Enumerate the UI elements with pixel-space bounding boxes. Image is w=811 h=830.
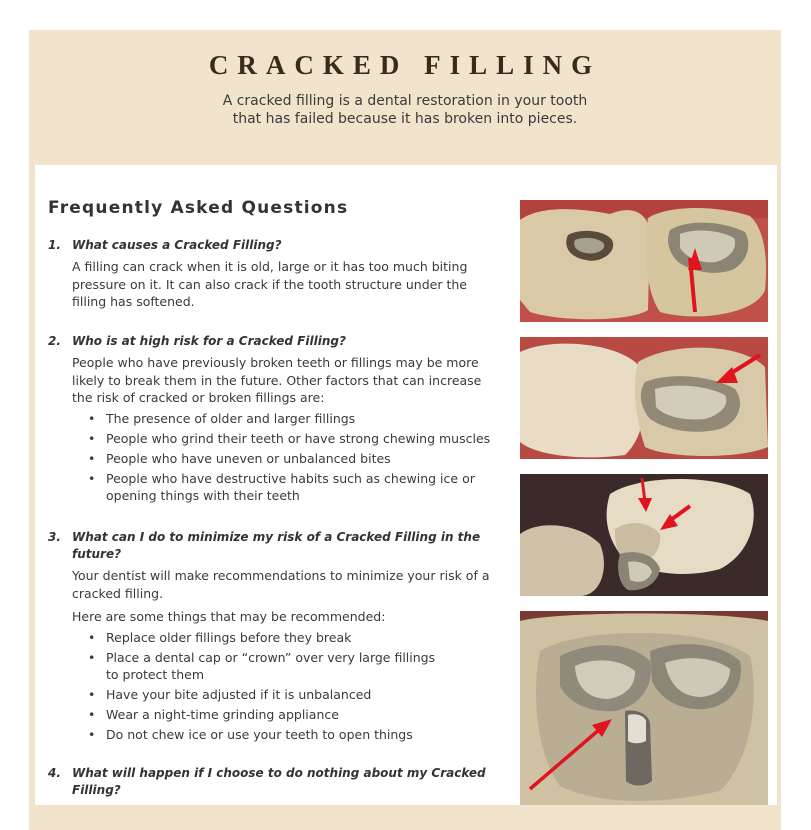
bullet-icon: • [88, 470, 96, 486]
question-4 [48, 765, 503, 799]
content-panel [35, 165, 777, 805]
risk-factor-list [88, 410, 503, 505]
list-item-text: Have your bite adjusted if it is unbalanced [106, 687, 372, 702]
list-item-text: Place a dental cap or “crown” over very large fillings to protect them [106, 649, 436, 682]
page-title: CRACKED FILLING [208, 50, 602, 80]
question-text: What causes a Cracked Filling? [72, 238, 282, 252]
answer-3-intro: Here are some things that may be recommended: [72, 609, 386, 624]
answer-2: People who have previously broken teeth or fillings may be more likely to break them in the future. Other factors that can increase the risk of cracked or broken fillings are: [72, 355, 482, 405]
header-banner [29, 30, 781, 165]
list-item-text: Replace older fillings before they break [106, 629, 352, 645]
list-item [88, 706, 503, 724]
cracked-filling-photo-4 [520, 611, 768, 805]
tooth-photo-4 [520, 611, 768, 805]
list-item [88, 430, 503, 448]
cracked-filling-photo-1 [520, 200, 768, 322]
bullet-icon: • [88, 707, 96, 722]
list-item [88, 410, 503, 428]
recommendation-list [88, 629, 503, 744]
question-text: Who is at high risk for a Cracked Filling? [72, 334, 346, 348]
list-item [88, 726, 503, 744]
question-number: 2. [48, 334, 61, 348]
bullet-icon: • [88, 430, 96, 446]
question-number: 3. [48, 530, 61, 544]
list-item [88, 450, 503, 468]
bullet-icon: • [88, 687, 96, 702]
page-frame [29, 30, 781, 830]
faq-heading: Frequently Asked Questions [48, 198, 349, 218]
question-3 [48, 529, 503, 563]
list-item [88, 470, 503, 505]
answer-3: Your dentist will make recommendations to minimize your risk of a cracked filling. [72, 568, 490, 601]
faq-item-4 [48, 765, 503, 799]
bullet-icon: • [88, 727, 96, 742]
subtitle-line-2: that has failed because it has broken into pieces. [232, 111, 578, 127]
bullet-icon: • [88, 410, 96, 426]
list-item [88, 629, 503, 647]
list-item-text: People who have uneven or unbalanced bites [106, 450, 391, 466]
page-subtitle [29, 92, 781, 128]
tooth-photo-2 [520, 337, 768, 459]
question-text: What will happen if I choose to do nothing about my Cracked Filling? [72, 766, 486, 797]
list-item [88, 686, 503, 704]
cracked-filling-photo-2 [520, 337, 768, 459]
question-text: What can I do to minimize my risk of a Cracked Filling in the future? [72, 530, 481, 561]
tooth-photo-3 [520, 474, 768, 596]
answer-1: A filling can crack when it is old, large or it has too much biting pressure on it. It can also crack if the tooth structure under the filling has softened. [72, 259, 468, 309]
bullet-icon: • [88, 629, 96, 645]
bullet-icon: • [88, 649, 96, 665]
question-number: 1. [48, 238, 61, 252]
faq-item-3 [48, 529, 503, 746]
list-item [88, 649, 503, 684]
question-2 [48, 333, 503, 350]
subtitle-line-1: A cracked filling is a dental restoration in your tooth [222, 93, 588, 109]
faq-item-2 [48, 333, 503, 507]
cracked-filling-photo-3 [520, 474, 768, 596]
list-item-text: People who grind their teeth or have strong chewing muscles [106, 430, 491, 446]
bullet-icon: • [88, 450, 96, 466]
tooth-photo-1 [520, 200, 768, 322]
faq-item-1 [48, 237, 503, 311]
list-item-text: The presence of older and larger fillings [106, 410, 356, 426]
list-item-text: Wear a night-time grinding appliance [106, 707, 339, 722]
list-item-text: Do not chew ice or use your teeth to open things [106, 727, 413, 742]
question-number: 4. [48, 766, 61, 780]
list-item-text: People who have destructive habits such as chewing ice or opening things with their teeth [106, 470, 475, 503]
question-1 [48, 237, 503, 254]
